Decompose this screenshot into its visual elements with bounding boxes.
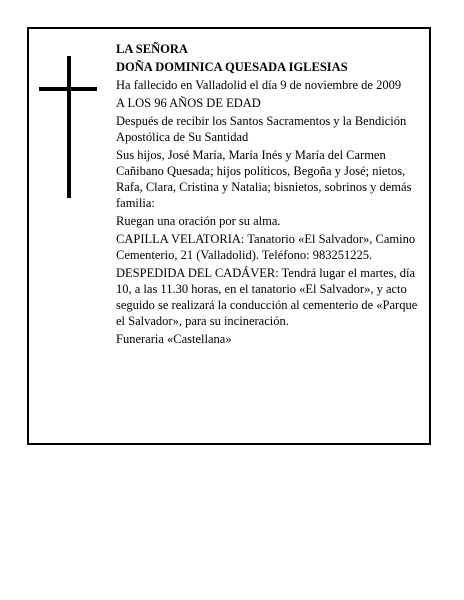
cross-vertical-bar (67, 56, 71, 198)
prayer-request: Ruegan una oración por su alma. (116, 214, 281, 228)
age-statement: A LOS 96 AÑOS DE EDAD (116, 96, 261, 110)
obituary-notice (27, 27, 431, 445)
funeral-home: Funeraria «Castellana» (116, 332, 232, 346)
cross-horizontal-bar (39, 87, 97, 91)
notice-title: LA SEÑORA (116, 42, 188, 56)
sacraments-statement: Después de recibir los Santos Sacramentos y la Bendición Apostólica de Su Santidad (116, 114, 407, 144)
obituary-text (116, 41, 418, 349)
deceased-name: DOÑA DOMINICA QUESADA IGLESIAS (116, 60, 348, 74)
death-statement: Ha fallecido en Valladolid el día 9 de noviembre de 2009 (116, 78, 402, 92)
farewell-info: DESPEDIDA DEL CADÁVER: Tendrá lugar el martes, día 10, a las 11.30 horas, en el tanatorio «El Salvador», y acto seguido se realizará la conducción al cementerio de «Parque el Salvador», para su incineración. (116, 266, 418, 328)
family-list: Sus hijos, José María, María Inés y María del Carmen Cañibano Quesada; hijos políticos, Begoña y José; nietos, Rafa, Clara, Cristina y Natalia; bisnietos, sobrinos y demás familia: (116, 148, 412, 210)
chapel-info: CAPILLA VELATORIA: Tanatorio «El Salvador», Camino Cementerio, 21 (Valladolid). Teléfono: 983251225. (116, 232, 416, 262)
